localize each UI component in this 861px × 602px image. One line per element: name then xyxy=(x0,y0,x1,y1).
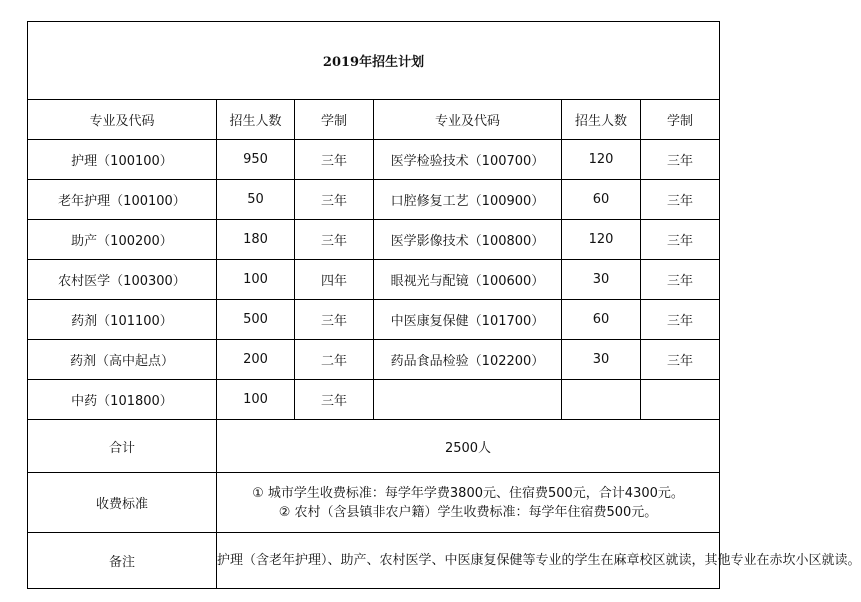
table-row xyxy=(28,340,720,380)
duration-cell: 三年 xyxy=(641,260,720,300)
duration-cell: 三年 xyxy=(641,300,720,340)
major-cell: 助产（100200） xyxy=(28,220,217,260)
enrollment-plan-table xyxy=(27,21,861,589)
major-cell: 口腔修复工艺（100900） xyxy=(374,180,562,220)
duration-cell: 三年 xyxy=(295,380,374,420)
count-cell: 120 xyxy=(562,140,641,180)
count-cell: 100 xyxy=(217,260,295,300)
fee-urban-line: ① 城市学生收费标准：每学年学费3800元、住宿费500元，合计4300元。 xyxy=(252,485,684,501)
table-row xyxy=(28,220,720,260)
header-duration-left: 学制 xyxy=(295,100,374,140)
major-cell: 药剂（101100） xyxy=(28,300,217,340)
duration-cell: 四年 xyxy=(295,260,374,300)
count-cell: 100 xyxy=(217,380,295,420)
major-cell xyxy=(374,380,562,420)
count-cell: 30 xyxy=(562,340,641,380)
notes-row xyxy=(28,533,720,589)
page-title: 2019年招生计划 xyxy=(28,22,720,100)
fee-details xyxy=(217,473,720,533)
count-cell: 60 xyxy=(562,180,641,220)
count-cell: 30 xyxy=(562,260,641,300)
table-row xyxy=(28,180,720,220)
table-row xyxy=(28,300,720,340)
duration-cell: 三年 xyxy=(295,180,374,220)
major-cell: 医学影像技术（100800） xyxy=(374,220,562,260)
total-row xyxy=(28,420,720,473)
header-row xyxy=(28,100,720,140)
header-major-right: 专业及代码 xyxy=(374,100,562,140)
header-count-right: 招生人数 xyxy=(562,100,641,140)
fee-rural-line: ② 农村（含县镇非农户籍）学生收费标准：每学年住宿费500元。 xyxy=(278,504,658,520)
table-row xyxy=(28,140,720,180)
count-cell: 50 xyxy=(217,180,295,220)
duration-cell: 三年 xyxy=(641,140,720,180)
count-cell: 60 xyxy=(562,300,641,340)
major-cell: 药品食品检验（102200） xyxy=(374,340,562,380)
fee-label: 收费标准 xyxy=(28,473,217,533)
major-cell: 中药（101800） xyxy=(28,380,217,420)
fee-row xyxy=(28,473,720,533)
notes-label: 备注 xyxy=(28,533,217,589)
count-cell: 950 xyxy=(217,140,295,180)
major-cell: 眼视光与配镜（100600） xyxy=(374,260,562,300)
header-count-left: 招生人数 xyxy=(217,100,295,140)
duration-cell: 三年 xyxy=(295,300,374,340)
total-label: 合计 xyxy=(28,420,217,473)
header-duration-right: 学制 xyxy=(641,100,720,140)
major-cell: 老年护理（100100） xyxy=(28,180,217,220)
duration-cell: 三年 xyxy=(295,140,374,180)
duration-cell: 三年 xyxy=(641,180,720,220)
table-row xyxy=(28,260,720,300)
count-cell: 180 xyxy=(217,220,295,260)
count-cell xyxy=(562,380,641,420)
total-value: 2500人 xyxy=(217,420,720,473)
major-cell: 药剂（高中起点） xyxy=(28,340,217,380)
duration-cell: 三年 xyxy=(641,340,720,380)
count-cell: 500 xyxy=(217,300,295,340)
title-row xyxy=(28,22,720,100)
duration-cell: 三年 xyxy=(641,220,720,260)
count-cell: 200 xyxy=(217,340,295,380)
major-cell: 医学检验技术（100700） xyxy=(374,140,562,180)
major-cell: 中医康复保健（101700） xyxy=(374,300,562,340)
notes-text: 护理（含老年护理）、助产、农村医学、中医康复保健等专业的学生在麻章校区就读，其他专业在赤坎小区就读。 xyxy=(217,533,720,589)
duration-cell xyxy=(641,380,720,420)
duration-cell: 二年 xyxy=(295,340,374,380)
table-row xyxy=(28,380,720,420)
header-major-left: 专业及代码 xyxy=(28,100,217,140)
major-cell: 护理（100100） xyxy=(28,140,217,180)
count-cell: 120 xyxy=(562,220,641,260)
duration-cell: 三年 xyxy=(295,220,374,260)
major-cell: 农村医学（100300） xyxy=(28,260,217,300)
